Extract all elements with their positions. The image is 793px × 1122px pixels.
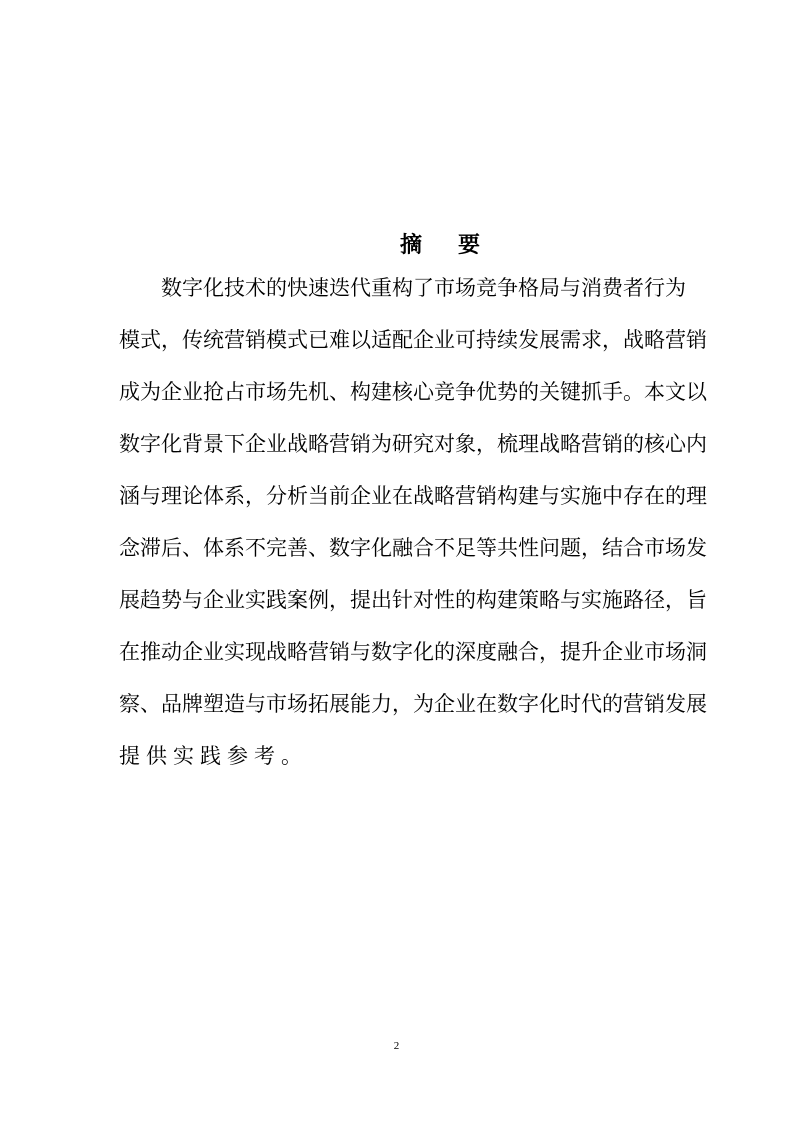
paragraph-line: 数字化背景下企业战略营销为研究对象，梳理战略营销的核心内: [119, 432, 707, 456]
paragraph-line: 成为企业抢占市场先机、构建核心竞争优势的关键抓手。本文以: [119, 380, 707, 404]
paragraph-line: 展趋势与企业实践案例，提出针对性的构建策略与实施路径，旨: [119, 588, 707, 612]
paragraph-line: 涵与理论体系，分析当前企业在战略营销构建与实施中存在的理: [119, 484, 707, 508]
paragraph-line: 在推动企业实现战略营销与数字化的深度融合，提升企业市场洞: [119, 640, 707, 664]
abstract-heading-char: 要: [457, 233, 480, 258]
paragraph-line: 察、品牌塑造与市场拓展能力，为企业在数字化时代的营销发展: [119, 692, 707, 716]
paragraph-line: 模式，传统营销模式已难以适配企业可持续发展需求，战略营销: [119, 328, 707, 352]
paragraph-line: 念滞后、体系不完善、数字化融合不足等共性问题，结合市场发: [119, 536, 707, 560]
abstract-heading-char: 摘: [400, 233, 423, 258]
abstract-heading: [400, 228, 480, 259]
paragraph-line: 数字化技术的快速迭代重构了市场竞争格局与消费者行为: [161, 276, 686, 300]
paragraph-line: 提供实践参考。: [119, 744, 308, 768]
page-number: 2: [393, 1040, 400, 1052]
abstract-body: [119, 270, 707, 790]
